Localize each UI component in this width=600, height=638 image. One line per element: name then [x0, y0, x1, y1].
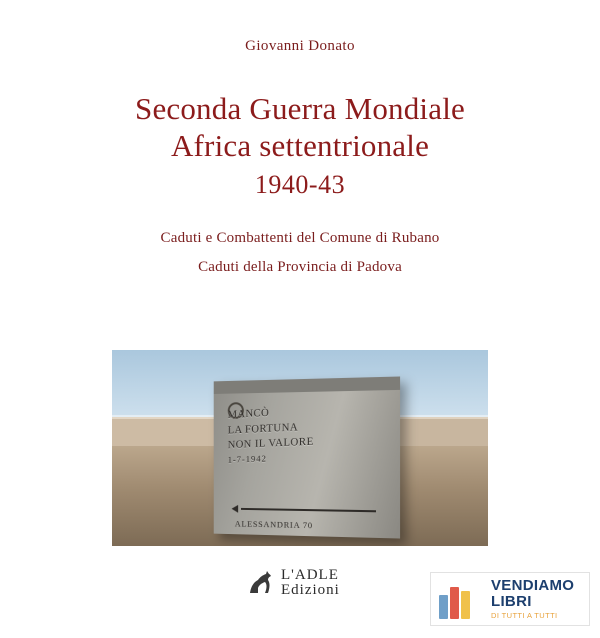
- book-bar-3: [461, 591, 470, 619]
- badge-text: [491, 578, 574, 619]
- books-icon: [439, 579, 483, 619]
- publisher-logo: [246, 562, 356, 604]
- publisher-name: L'ADLE Edizioni: [281, 567, 340, 598]
- inscription-place: ALESSANDRIA 70: [234, 518, 313, 531]
- subtitle-block: [0, 224, 600, 281]
- arrow-bar: [241, 508, 377, 512]
- badge-line-3: DI TUTTI A TUTTI: [491, 610, 558, 620]
- direction-arrow-icon: [231, 505, 376, 516]
- author-name: Giovanni Donato: [245, 38, 355, 54]
- wall-left: [112, 417, 225, 446]
- inscription-date: 1-7-1942: [227, 453, 267, 465]
- title-years: 1940-43: [254, 170, 346, 200]
- title-block: [0, 91, 600, 200]
- horse-logo-icon: [246, 571, 276, 595]
- title-line-2: Africa settentrionale: [170, 127, 430, 163]
- cover-photograph: [112, 350, 488, 546]
- inscription-line-3: NON IL VALORE: [227, 436, 314, 452]
- badge-line-2: LIBRI: [491, 593, 532, 611]
- book-cover: [0, 38, 600, 638]
- book-bar-1: [439, 595, 448, 619]
- memorial-inscription: [228, 403, 388, 464]
- subtitle-line-1: Caduti e Combattenti del Comune di Rubano: [160, 230, 440, 247]
- inscription-line-1: MANCÒ: [227, 407, 269, 422]
- arrow-head-icon: [231, 505, 238, 513]
- subtitle-line-2: Caduti della Provincia di Padova: [198, 258, 402, 275]
- inscription-line-2: LA FORTUNA: [227, 421, 298, 437]
- vendiamo-libri-badge[interactable]: [430, 572, 590, 626]
- book-bar-2: [450, 587, 459, 619]
- title-line-1: Seconda Guerra Mondiale: [135, 91, 465, 126]
- badge-line-1: VENDIAMO: [491, 577, 575, 595]
- publisher-text: [281, 568, 356, 598]
- memorial-stone: [213, 377, 399, 539]
